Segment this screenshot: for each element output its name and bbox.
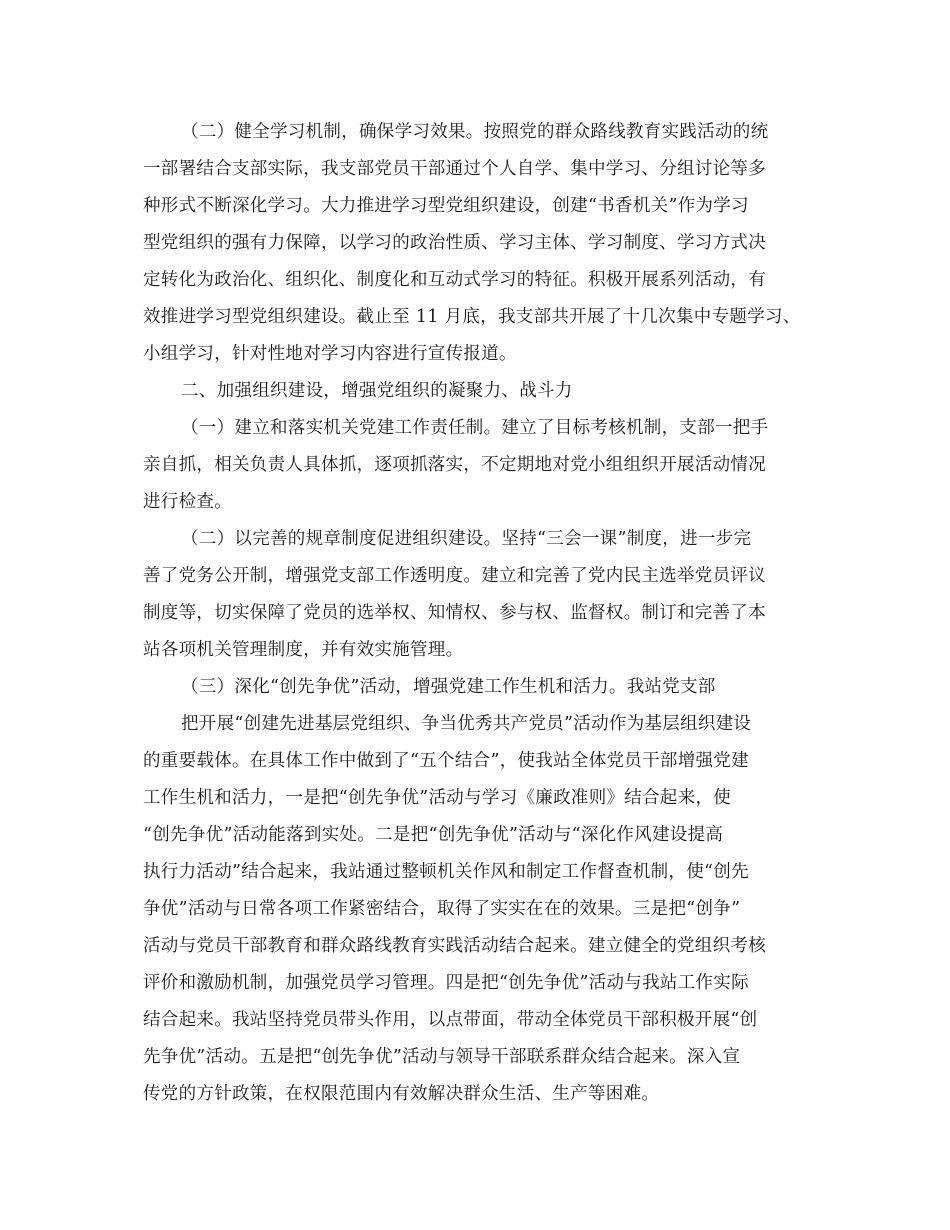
text-line: 结合起来。我站坚持党员带头作用，以点带面，带动全体党员干部积极开展“创 [143, 1010, 758, 1030]
text-line: 型党组织的强有力保障，以学习的政治性质、学习主体、学习制度、学习方式决 [143, 233, 766, 253]
text-line: 效推进学习型党组织建设。截止至 11 月底，我支部共开展了十几次集中专题学习、 [143, 307, 801, 327]
text-line: 善了党务公开制，增强党支部工作透明度。建立和完善了党内民主选举党员评议 [143, 566, 766, 586]
text-line: 工作生机和活力，一是把“创先争优”活动与学习《廉政准则》结合起来，使 [143, 788, 732, 808]
text-line: 的重要载体。在具体工作中做到了“五个结合”，使我站全体党员干部增强党建 [143, 751, 749, 771]
text-line: 活动与党员干部教育和群众路线教育实践活动结合起来。建立健全的党组织考核 [143, 936, 766, 956]
text-line: 亲自抓，相关负责人具体抓，逐项抓落实，不定期地对党小组组织开展活动情况 [143, 455, 766, 475]
text-line: 把开展“创建先进基层党组织、争当优秀共产党员”活动作为基层组织建设 [181, 714, 752, 734]
text-line: 定转化为政治化、组织化、制度化和互动式学习的特征。积极开展系列活动，有 [143, 270, 766, 290]
text-line: （二）以完善的规章制度促进组织建设。坚持“三会一课”制度，进一步完 [181, 529, 752, 549]
text-line: 制度等，切实保障了党员的选举权、知情权、参与权、监督权。制订和完善了本 [143, 603, 766, 623]
text-line: 先争优”活动。五是把“创先争优”活动与领导干部联系群众结合起来。深入宣 [143, 1047, 741, 1067]
text-line: 争优”活动与日常各项工作紧密结合，取得了实实在在的效果。三是把“创争” [143, 899, 741, 919]
section-heading: 二、加强组织建设，增强党组织的凝聚力、战斗力 [181, 381, 573, 401]
text-line: 站各项机关管理制度，并有效实施管理。 [143, 640, 464, 660]
text-line: 一部署结合支部实际，我支部党员干部通过个人自学、集中学习、分组讨论等多 [143, 159, 766, 179]
text-line: 进行检查。 [143, 492, 232, 512]
text-line: （二）健全学习机制，确保学习效果。按照党的群众路线教育实践活动的统 [181, 122, 769, 142]
text-line: （三）深化“创先争优”活动，增强党建工作生机和活力。我站党支部 [181, 677, 716, 697]
text-line: “创先争优”活动能落到实处。二是把“创先争优”活动与“深化作风建设提高 [143, 825, 724, 845]
text-line: （一）建立和落实机关党建工作责任制。建立了目标考核机制，支部一把手 [181, 418, 769, 438]
text-line: 种形式不断深化学习。大力推进学习型党组织建设，创建“书香机关”作为学习 [143, 196, 749, 216]
text-line: 小组学习，针对性地对学习内容进行宣传报道。 [143, 344, 517, 364]
text-line: 执行力活动”结合起来，我站通过整顿机关作风和制定工作督查机制，使“创先 [143, 862, 749, 882]
text-line: 评价和激励机制，加强党员学习管理。四是把“创先争优”活动与我站工作实际 [143, 973, 749, 993]
text-line: 传党的方针政策，在权限范围内有效解决群众生活、生产等困难。 [143, 1084, 660, 1104]
